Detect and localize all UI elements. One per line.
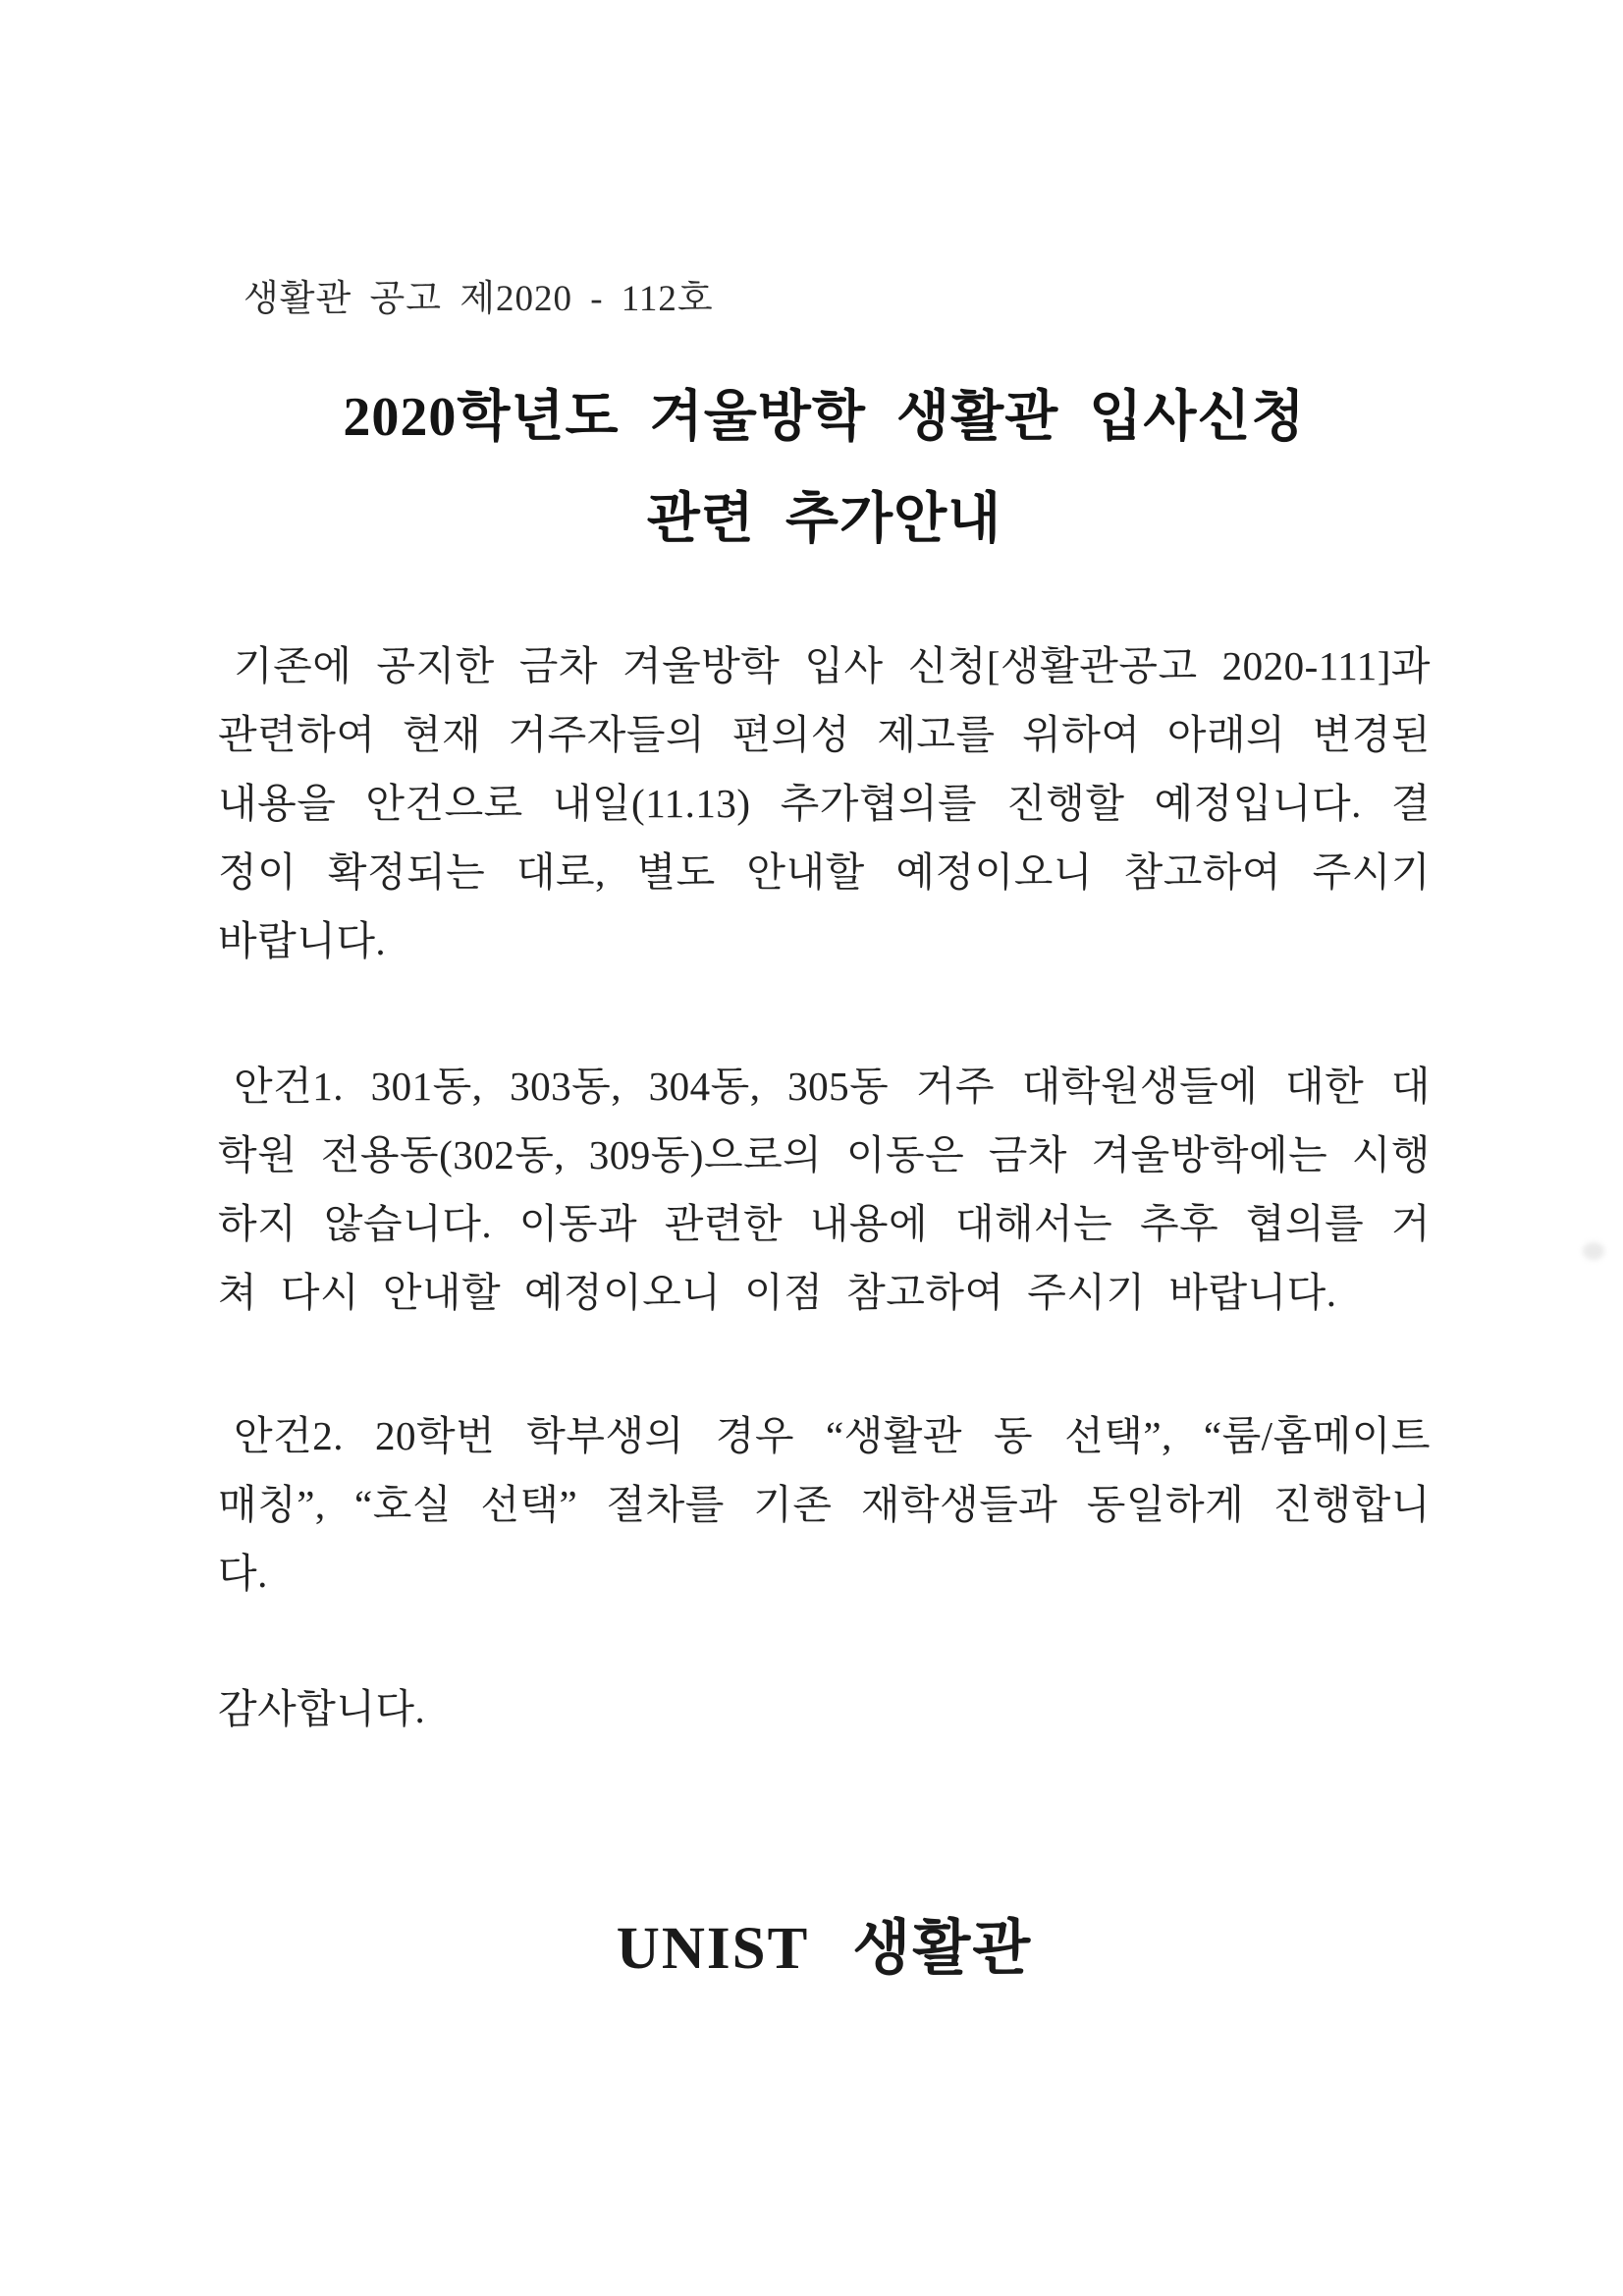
notice-title-line1: 2020학년도 겨울방학 생활관 입사신청 [343, 387, 1306, 448]
notice-title-line2: 관련 추가안내 [646, 489, 1002, 550]
notice-content [218, 0, 1431, 2046]
notice-title [218, 366, 1431, 571]
paragraph-agenda1: 안건1. 301동, 303동, 304동, 305동 거주 대학원생들에 대한 대학원 전용동(302동, 309동)으로의 이동은 금차 겨울방학에는 시행하지 않습니다. 이동과 관련한 내용에 대해서는 추후 협의를 거쳐 다시 안내할 예정이오니 이점 참고하여 주시기 바랍니다. [218, 1064, 1431, 1315]
scan-smudge-artifact [1583, 1242, 1604, 1260]
paragraph-intro: 기존에 공지한 금차 겨울방학 입사 신청[생활관공고 2020-111]과 관련하여 현재 거주자들의 편의성 제고를 위하여 아래의 변경된 내용을 안건으로 내일(11.13) 추가협의를 진행할 예정입니다. 결정이 확정되는 대로, 별도 안내할 예정이오니 참고하여 주시기 바랍니다. [218, 643, 1431, 963]
paragraph-agenda2: 안건2. 20학번 학부생의 경우 “생활관 동 선택”, “룸/홈메이트 매칭”, “호실 선택” 절차를 기존 재학생들과 동일하게 진행합니다. [218, 1413, 1431, 1596]
doc-number: 생활관 공고 제2020 - 112호 [243, 279, 714, 319]
paragraph-closing: 감사합니다. [218, 1686, 426, 1731]
signature-unist-dormitory: UNIST 생활관 [616, 1916, 1033, 1982]
